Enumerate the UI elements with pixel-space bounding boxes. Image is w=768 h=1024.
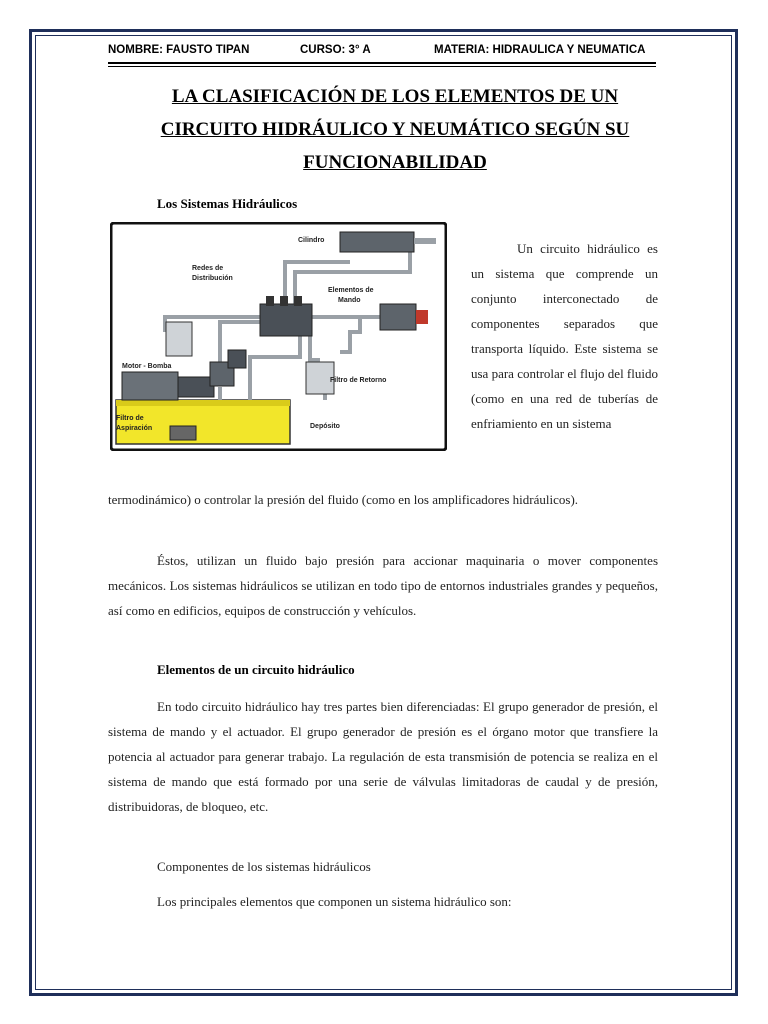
page-border-inner (35, 35, 732, 990)
components-heading: Componentes de los sistemas hidráulicos (157, 859, 371, 874)
paragraph-fluid-use: Éstos, utilizan un fluido bajo presión para accionar maquinaria o mover componentes mecánicos. Los sistemas hidráulicos se utilizan en todo tipo de entornos industriales grandes y pequeños, así como en edificios, equipos de construcción y vehículos. (108, 553, 658, 618)
label-network-2: Distribución (192, 275, 233, 282)
label-valves-2: Mando (338, 297, 361, 304)
components-intro: Los principales elementos que componen un sistema hidráulico son: (157, 894, 512, 909)
header-name: NOMBRE: FAUSTO TIPAN (108, 44, 250, 56)
header-rule-thin (108, 66, 656, 67)
label-suction-filter-2: Aspiración (116, 425, 153, 432)
header-course: CURSO: 3° A (300, 44, 371, 56)
document-header (108, 44, 656, 62)
label-motor-pump: Motor - Bomba (122, 363, 172, 370)
label-network: Redes de (192, 265, 224, 272)
intro-wrap-text: Un circuito hidráulico es un sistema que comprende un conjunto interconectado de componentes separados que transporta líquido. Este sistema se usa para controlar el flujo del fluido (como en una red de tuberías de enfriamiento en un sistema (471, 241, 658, 431)
header-subject: MATERIA: HIDRAULICA Y NEUMATICA (434, 44, 646, 56)
hydraulic-circuit-diagram (110, 222, 447, 451)
title-line-1: LA CLASIFICACIÓN DE LOS ELEMENTOS DE UN (171, 86, 619, 107)
label-return-filter: Filtro de Retorno (330, 377, 387, 384)
section-heading-hydraulic-systems: Los Sistemas Hidráulicos (157, 196, 298, 211)
label-valves: Elementos de (328, 287, 374, 294)
paragraph-circuit-elements: En todo circuito hidráulico hay tres partes bien diferenciadas: El grupo generador de presión, el sistema de mando y el actuador. El grupo generador de presión es el órgano motor que transfiere la potencia al actuador para generar trabajo. La regulación de esta transmisión de potencia se realiza en el sistema de mando que está formado por una serie de válvulas limitadoras de caudal y de presión, distribuidoras, de bloqueo, etc. (108, 699, 658, 814)
header-rule (108, 62, 656, 64)
intro-wrap-paragraph (471, 236, 658, 436)
title-line-2: CIRCUITO HIDRÁULICO Y NEUMÁTICO SEGÚN SU (160, 119, 630, 140)
title-line-3: FUNCIONABILIDAD (303, 152, 487, 173)
intro-continued-paragraph: termodinámico) o controlar la presión del fluido (como en los amplificadores hidráulicos). (108, 492, 579, 507)
label-tank: Depósito (310, 423, 340, 430)
label-suction-filter: Filtro de (116, 415, 144, 422)
section-heading-circuit-elements: Elementos de un circuito hidráulico (157, 662, 355, 677)
label-cylinder: Cilindro (298, 237, 325, 244)
